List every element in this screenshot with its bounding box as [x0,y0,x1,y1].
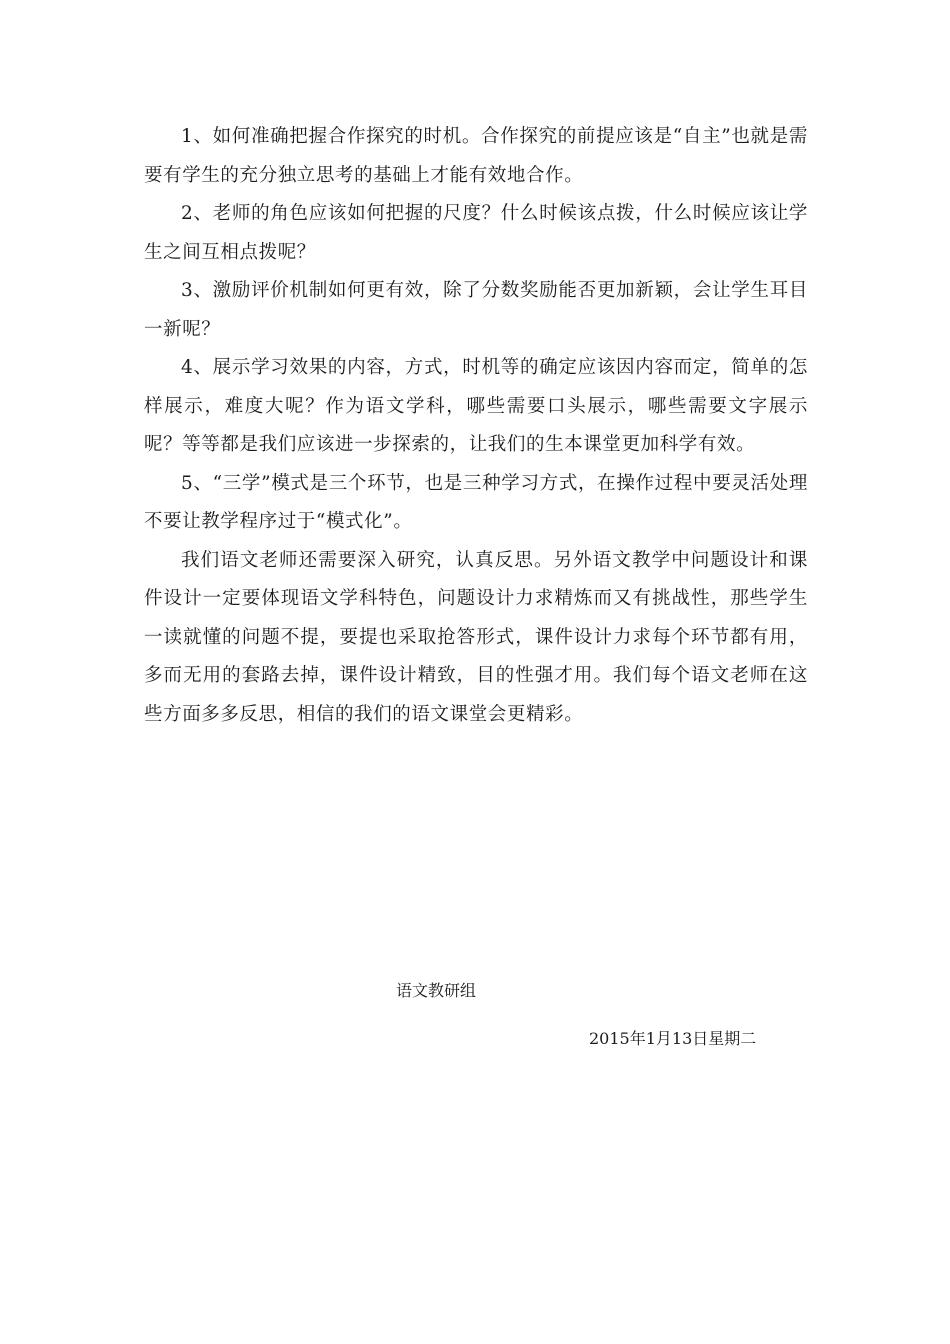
paragraph-question-4: 4、展示学习效果的内容，方式，时机等的确定应该因内容而定，简单的怎样展示，难度大呢？作为语文学科，哪些需要口头展示，哪些需要文字展示呢？等等都是我们应该进一步探索的，让我们的生本课堂更加科学有效。 [144,357,808,455]
document-body [144,118,808,734]
paragraph-question-3: 3、激励评价机制如何更有效，除了分数奖励能否更加新颖，会让学生耳目一新呢？ [144,280,808,340]
signature: 语文教研组 [396,981,477,1000]
paragraph-conclusion: 我们语文老师还需要深入研究，认真反思。另外语文教学中问题设计和课件设计一定要体现语文学科特色，问题设计力求精炼而又有挑战性，那些学生一读就懂的问题不提，要提也采取抢答形式，课件设计力求每个环节都有用，多而无用的套路去掉，课件设计精致，目的性强才用。我们每个语文老师在这些方面多多反思，相信的我们的语文课堂会更精彩。 [144,549,808,725]
document-date: 2015年1月13日星期二 [589,1029,757,1048]
paragraph-question-2: 2、老师的角色应该如何把握的尺度？什么时候该点拨，什么时候应该让学生之间互相点拨呢？ [144,203,808,263]
paragraph-question-1: 1、如何准确把握合作探究的时机。合作探究的前提应该是“自主”也就是需要有学生的充分独立思考的基础上才能有效地合作。 [144,126,808,186]
paragraph-question-5: 5、“三学”模式是三个环节，也是三种学习方式，在操作过程中要灵活处理不要让教学程序过于“模式化”。 [144,472,808,532]
